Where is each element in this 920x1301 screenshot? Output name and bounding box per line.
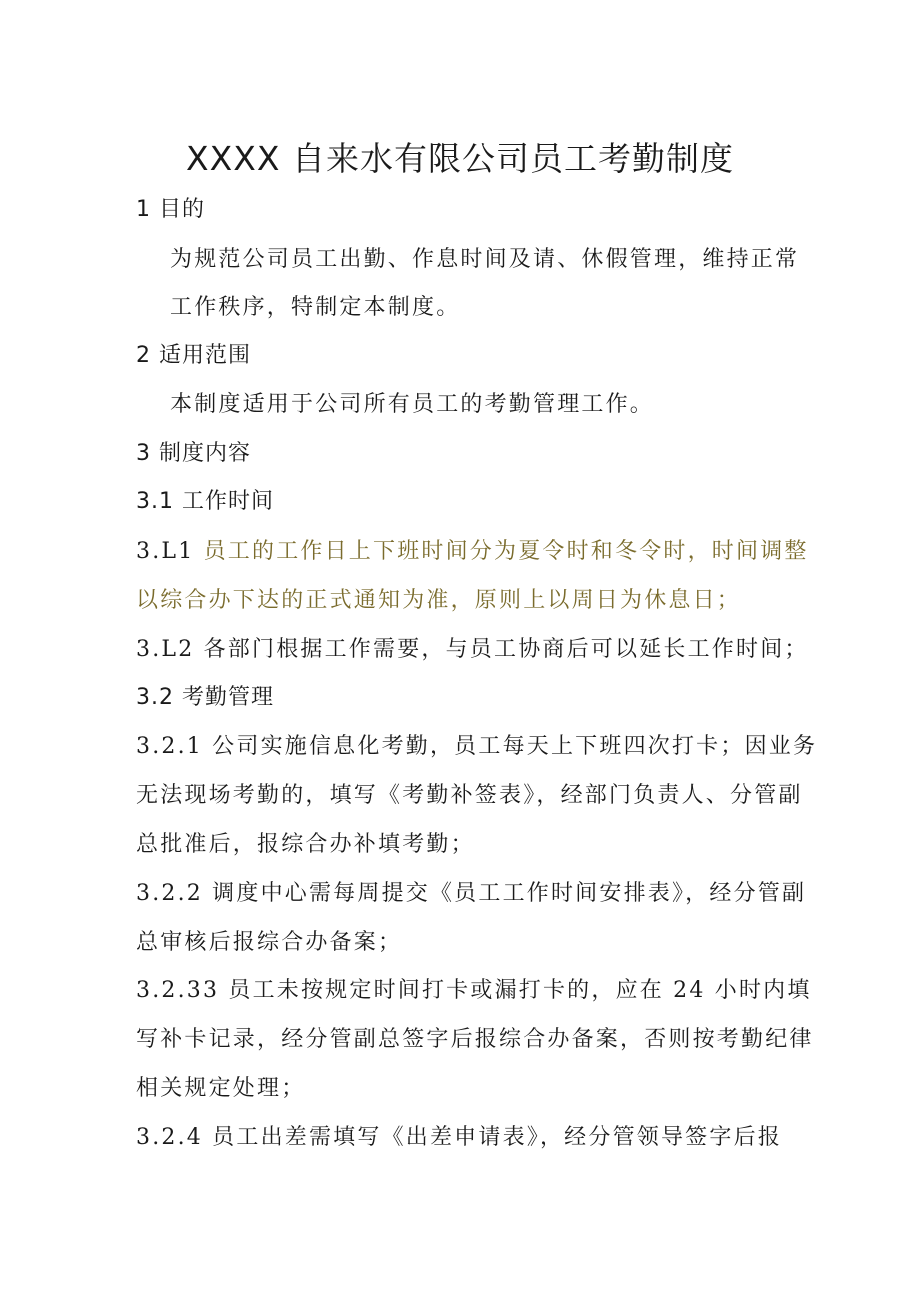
section-3-1-heading: 3.1 工作时间 (136, 489, 274, 514)
section-1-heading: 1 目的 (136, 197, 205, 222)
paragraph-line: 相关规定处理； (136, 1076, 306, 1101)
highlighted-line: 以综合办下达的正式通知为准，原则上以周日为休息日； (136, 588, 742, 613)
paragraph-line: 总批准后，报综合办补填考勤； (136, 832, 475, 857)
paragraph-line: 为规范公司员工出勤、作息时间及请、休假管理，维持正常 (170, 247, 800, 272)
paragraph-line: 3.2.33 员工未按规定时间打卡或漏打卡的，应在 24 小时内填 (136, 978, 812, 1003)
paragraph-line: 无法现场考勤的，填写《考勤补签表》，经部门负责人、分管副 (136, 783, 803, 808)
paragraph-line-mixed (136, 534, 809, 565)
paragraph-line: 3.L2 各部门根据工作需要，与员工协商后可以延长工作时间； (136, 637, 809, 662)
section-2-heading: 2 适用范围 (136, 343, 251, 368)
paragraph-line: 总审核后报综合办备案； (136, 930, 403, 955)
highlighted-text: 员工的工作日上下班时间分为夏令时和冬令时，时间调整 (203, 539, 809, 564)
paragraph-line: 3.2.4 员工出差需填写《出差申请表》，经分管领导签字后报 (136, 1125, 782, 1150)
section-3-2-heading: 3.2 考勤管理 (136, 685, 274, 710)
paragraph-line: 3.2.1 公司实施信息化考勤，员工每天上下班四次打卡；因业务 (136, 734, 818, 759)
document-title: XXXX 自来水有限公司员工考勤制度 (186, 139, 734, 178)
paragraph-line: 工作秩序，特制定本制度。 (170, 295, 461, 320)
paragraph-line: 3.2.2 调度中心需每周提交《员工工作时间安排表》，经分管副 (136, 881, 807, 906)
paragraph-line: 写补卡记录，经分管副总签字后报综合办备案，否则按考勤纪律 (136, 1027, 814, 1052)
section-3-heading: 3 制度内容 (136, 441, 251, 466)
clause-number: 3.L1 (136, 539, 204, 564)
paragraph-line: 本制度适用于公司所有员工的考勤管理工作。 (170, 392, 655, 417)
